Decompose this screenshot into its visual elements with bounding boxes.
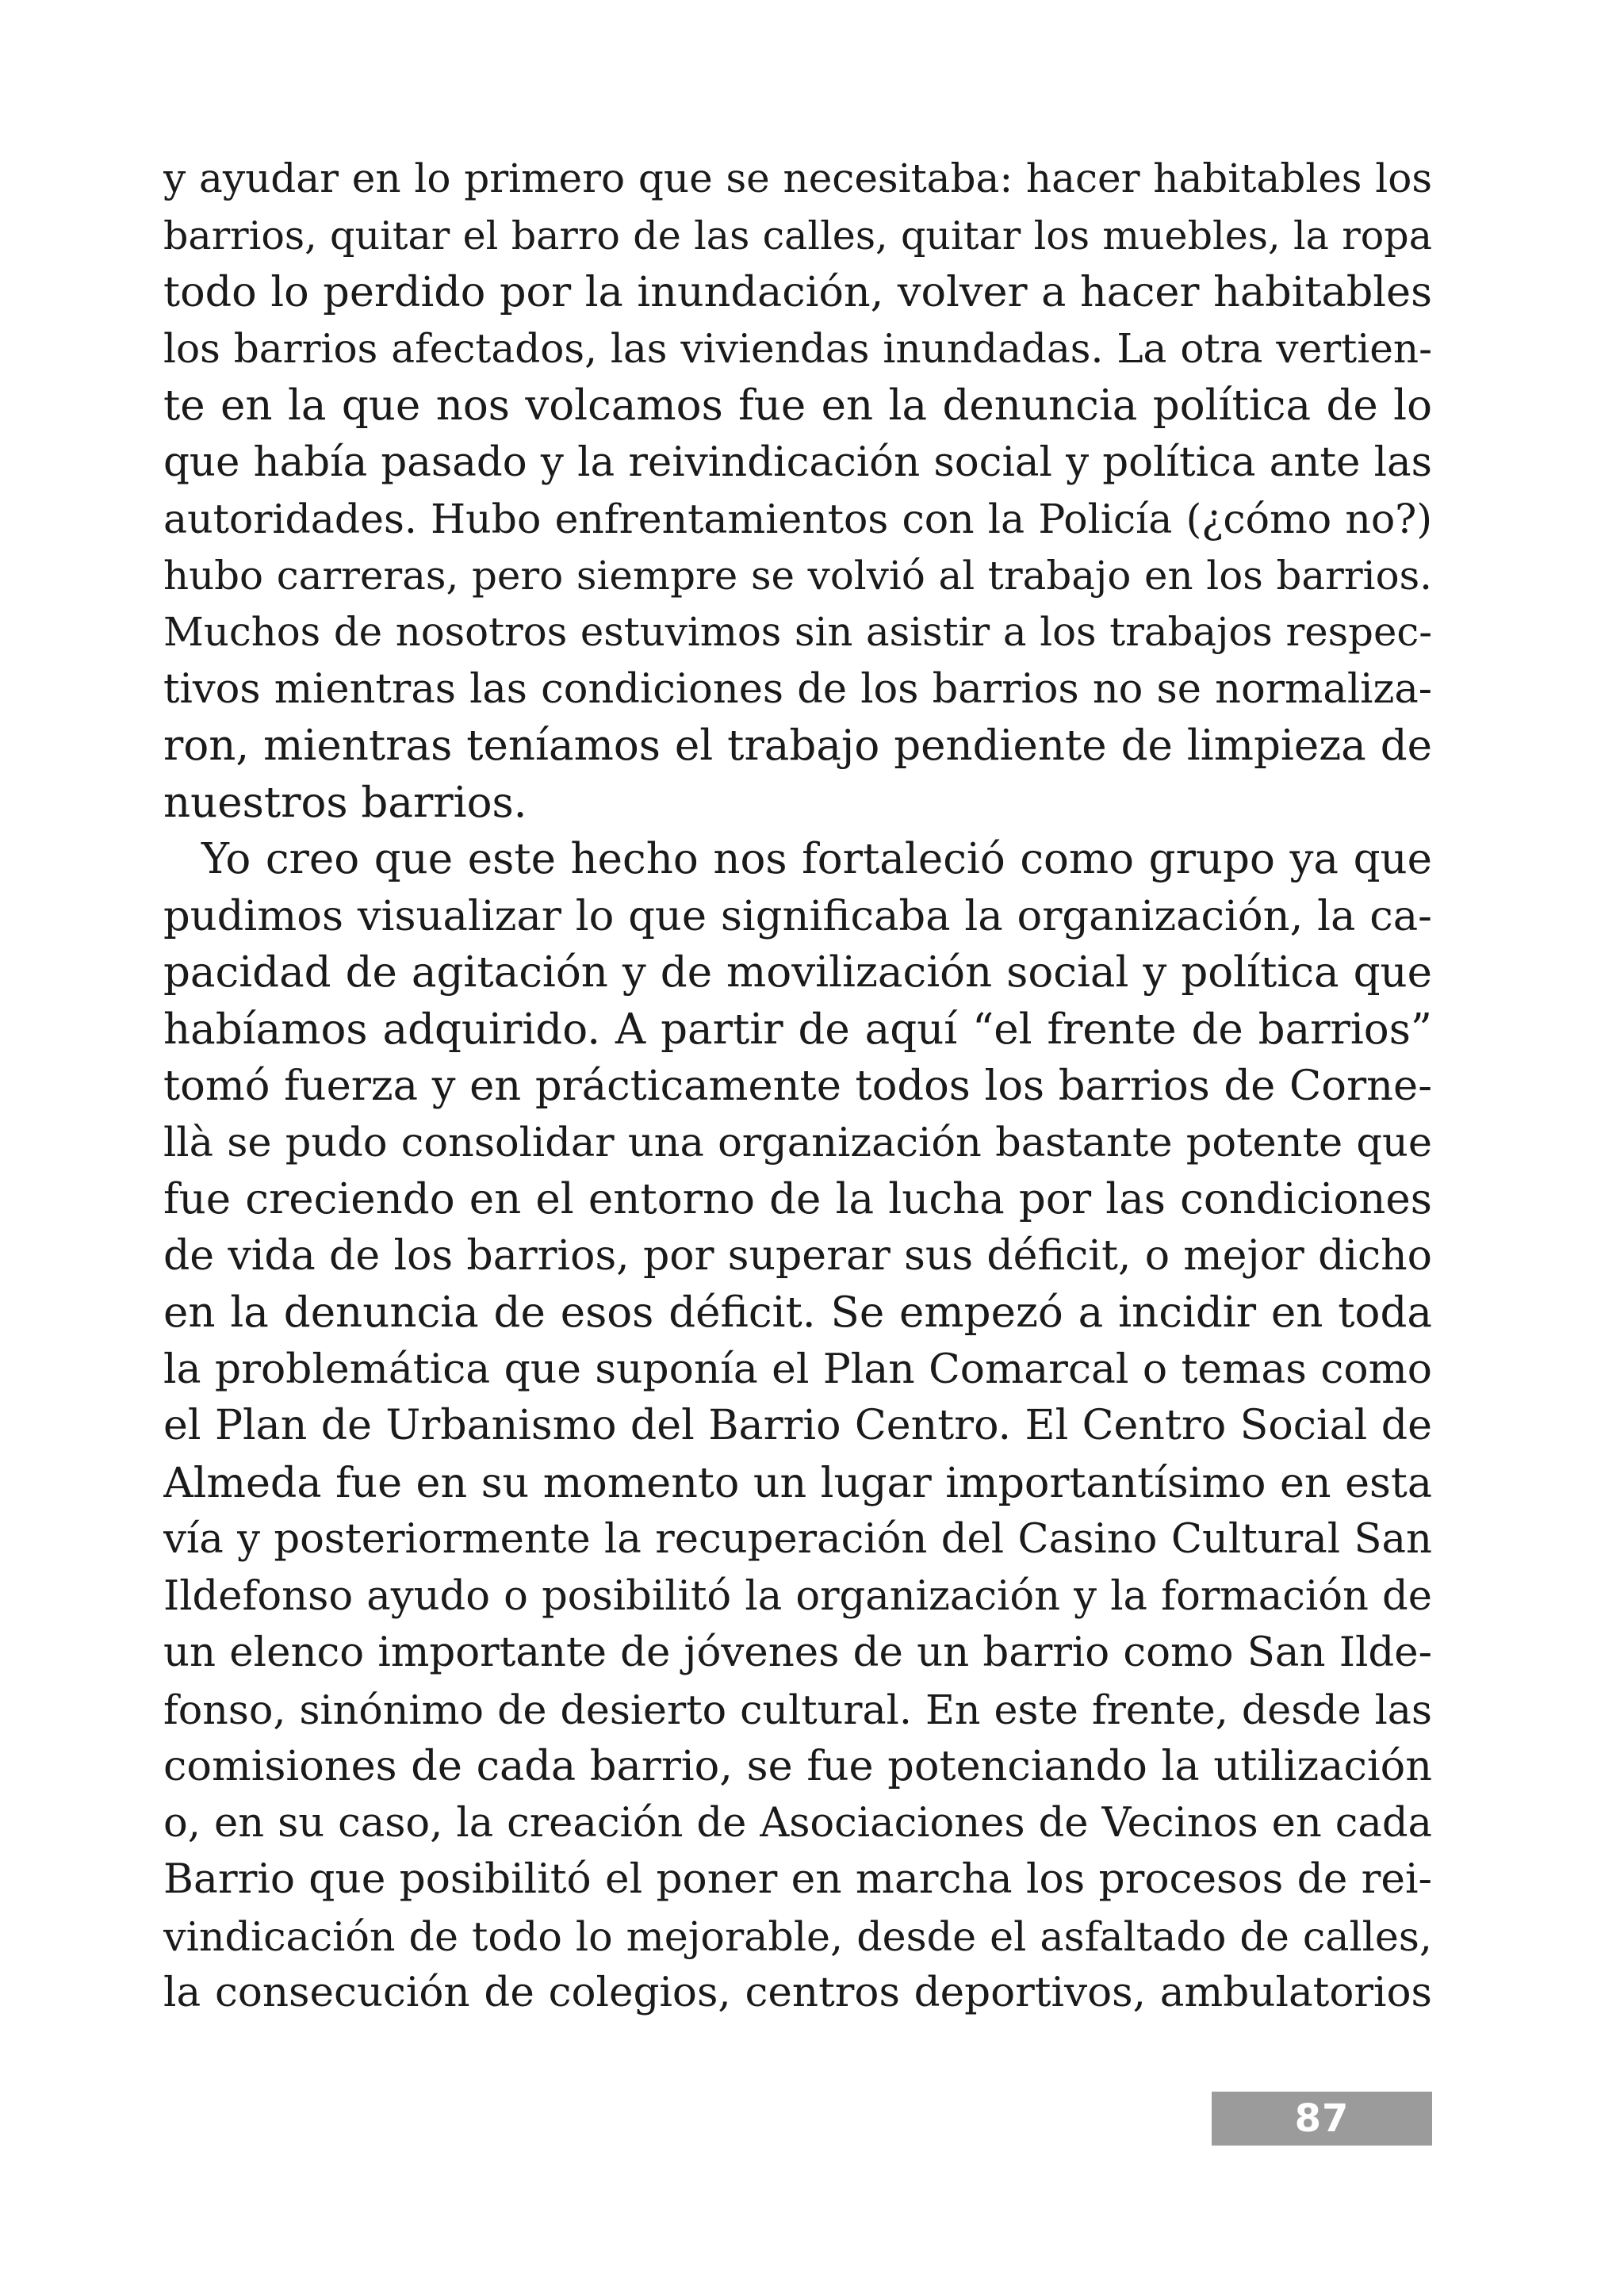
text-line: Muchos de nosotros estuvimos sin asistir a los trabajos respec- [163,609,1432,655]
text-line: fonso, sinónimo de desierto cultural. En este frente, desde las [163,1686,1432,1733]
text-line: hubo carreras, pero siempre se volvió al trabajo en los barrios. [163,552,1432,599]
page-number-tab [1212,2092,1432,2146]
text-line: en la denuncia de esos déficit. Se empezó a incidir en toda [163,1288,1432,1337]
text-line: y ayudar en lo primero que se necesitaba: hacer habitables los [163,155,1432,201]
text-line: Ildefonso ayudo o posibilitó la organización y la formación de [163,1572,1432,1620]
page-number: 87 [1294,2096,1350,2141]
text-line: barrios, quitar el barro de las calles, quitar los muebles, la ropa [163,212,1432,258]
text-line: de vida de los barrios, por superar sus déficit, o mejor dicho [163,1231,1432,1280]
text-line: un elenco importante de jóvenes de un barrio como San Ilde- [163,1629,1432,1676]
text-line: habíamos adquirido. A partir de aquí “el frente de barrios” [163,1005,1432,1054]
text-line: tivos mientras las condiciones de los barrios no se normaliza- [163,665,1432,713]
text-line: llà se pudo consolidar una organización bastante potente que [163,1119,1432,1166]
body-text [163,151,1432,2022]
text-line: los barrios afectados, las viviendas inundadas. La otra vertien- [163,325,1432,372]
text-line: fue creciendo en el entorno de la lucha por las condiciones [163,1175,1432,1223]
text-line: la problemática que suponía el Plan Comarcal o temas como [163,1345,1432,1393]
text-line: nuestros barrios. [163,778,527,827]
text-line: tomó fuerza y en prácticamente todos los barrios de Corne- [163,1062,1432,1110]
text-line: pacidad de agitación y de movilización social y política que [163,948,1432,997]
text-line: el Plan de Urbanismo del Barrio Centro. El Centro Social de [163,1402,1432,1449]
text-line: vía y posteriormente la recuperación del Casino Cultural San [163,1515,1432,1563]
text-line: ron, mientras teníamos el trabajo pendiente de limpieza de [163,722,1432,770]
text-line: todo lo perdido por la inundación, volver a hacer habitables [163,268,1432,316]
text-line: autoridades. Hubo enfrentamientos con la Policía (¿cómo no?) [163,496,1432,542]
text-line: la consecución de colegios, centros deportivos, ambulatorios [163,1969,1432,2016]
text-line: Almeda fue en su momento un lugar importantísimo en esta [163,1458,1432,1507]
text-line: pudimos visualizar lo que significaba la organización, la ca- [163,891,1432,940]
text-line: que había pasado y la reivindicación social y política ante las [163,438,1432,486]
text-line: te en la que nos volcamos fue en la denuncia política de lo [163,381,1432,430]
text-line: comisiones de cada barrio, se fue potenciando la utilización [163,1742,1432,1790]
text-line: o, en su caso, la creación de Asociaciones de Vecinos en cada [163,1799,1432,1847]
text-line: Barrio que posibilitó el poner en marcha los procesos de rei- [163,1855,1432,1903]
text-line: Yo creo que este hecho nos fortaleció como grupo ya que [201,835,1432,883]
text-line: vindicación de todo lo mejorable, desde el asfaltado de calles, [163,1912,1432,1960]
